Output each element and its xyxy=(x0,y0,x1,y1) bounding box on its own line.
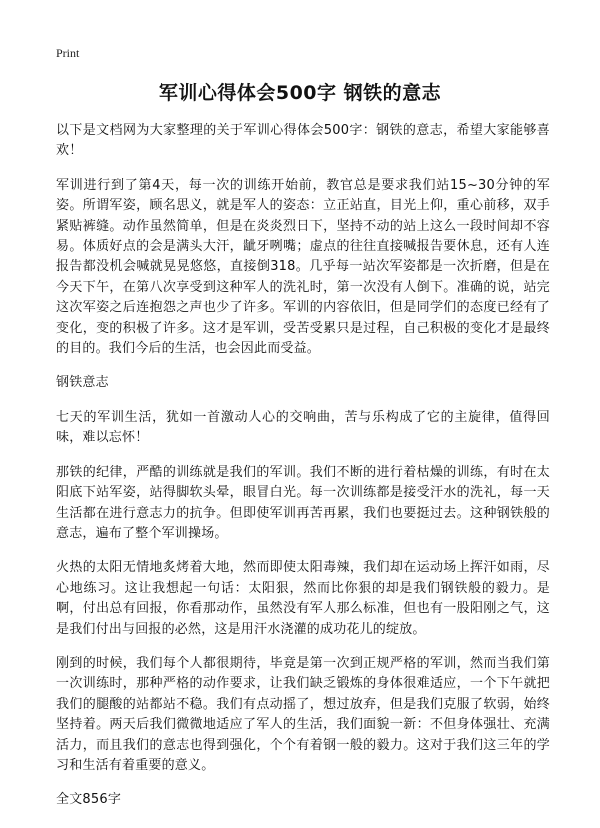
print-link[interactable]: Print xyxy=(56,46,80,60)
page-title: 军训心得体会500字 钢铁的意志 xyxy=(158,82,442,104)
intro-paragraph: 以下是文档网为大家整理的关于军训心得体会500字：钢铁的意志，希望大家能够喜欢！ xyxy=(56,123,550,159)
body-paragraph: 军训进行到了第4天，每一次的训练开始前，教官总是要求我们站15~30分钟的军姿。所谓军姿，顾名思义，就是军人的姿态：立正站直，目光上仰，重心前移，双手紧贴裤缝。动作虽然简单，但是在炎炎烈日下，坚持不动的站上这么一段时间却不容易。体质好点的会是满头大汗，龇牙咧嘴；虚点的往往直接喊报告要休息，还有人连报告都没机会喊就晃晃悠悠，直接倒318。几乎每一站次军姿都是一次折磨，但是在今天下午，在第八次享受到这种军人的洗礼时，第一次没有人倒下。准确的说，站完这次军姿之后连抱怨之声也少了许多。军训的内容依旧，但是同学们的态度已经有了变化，变的积极了许多。这才是军训，受苦受累只是过程，自己积极的变化才是最终的目的。我们今后的生活，也会因此而受益。 xyxy=(56,177,550,357)
article-body xyxy=(56,121,550,811)
section-paragraph: 火热的太阳无情地炙烤着大地，然而即使太阳毒辣，我们却在运动场上挥汗如雨，尽心地练习。这让我想起一句话：太阳狠，然而比你狠的却是我们钢铁般的毅力。是啊，付出总有回报，你看那动作，虽然没有军人那么标准，但也有一股阳刚之气，这是我们付出与回报的必然，这是用汗水浇灌的成功花儿的绽放。 xyxy=(56,560,550,637)
section-paragraph: 那铁的纪律，严酷的训练就是我们的军训。我们不断的进行着枯燥的训练，有时在太阳底下站军姿，站得脚软头晕，眼冒白光。每一次训练都是接受汗水的洗礼，每一天生活都在进行意志力的抗争。但即使军训再苦再累，我们也要挺过去。这种钢铁般的意志，遍布了整个军训操场。 xyxy=(56,464,550,541)
section-heading: 钢铁意志 xyxy=(56,375,109,391)
word-count: 全文856字 xyxy=(56,792,122,808)
section-paragraph: 七天的军训生活，犹如一首激动人心的交响曲，苦与乐构成了它的主旋律，值得回味，难以忘怀！ xyxy=(56,409,550,446)
section-paragraph: 刚到的时候，我们每个人都很期待，毕竟是第一次到正规严格的军训，然而当我们第一次训练时，那种严格的动作要求，让我们缺乏锻炼的身体很难适应，一个下午就把我们的腿酸的站都站不稳。我们有点动摇了，想过放弃，但是我们克服了软弱，始终坚持着。两天后我们微微地适应了军人的生活，我们面貌一新：不但身体强壮、充满活力，而且我们的意志也得到强化，个个有着钢一般的毅力。这对于我们这三年的学习和生活有着重要的意义。 xyxy=(56,655,550,773)
